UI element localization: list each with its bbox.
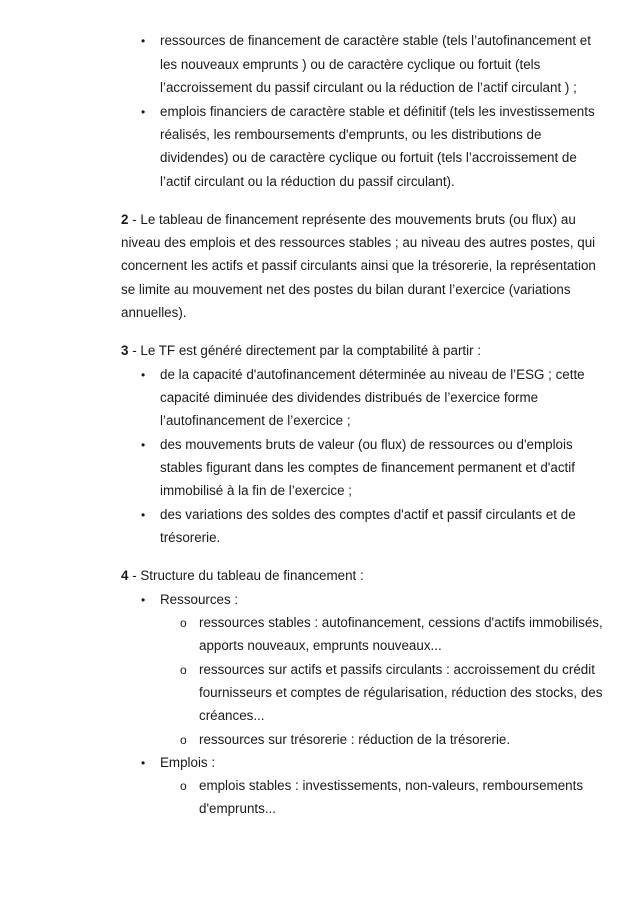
ressources-item-2-line-2: fournisseurs et comptes de régularisation, réduction des stocks, des [199,685,603,700]
s3-item-3-line-2: trésorerie. [160,530,221,545]
section-2-line-4: se limite au mouvement net des postes du bilan durant l’exercice (variations [121,282,571,297]
section-3-intro: 3 - Le TF est généré directement par la comptabilité à partir : [121,343,482,358]
emplois-label: Emplois : [160,755,216,770]
s3-item-2-line-3: immobilisé à la fin de l’exercice ; [160,483,353,498]
section-4-intro: 4 - Structure du tableau de financement : [121,568,364,583]
ressources-item-2-line-1: ressources sur actifs et passifs circulants : accroissement du crédit [199,662,595,677]
bullet-icon: • [141,756,146,770]
top-item-2-line-3: dividendes) ou de caractère cyclique ou fortuit (tels l’accroissement de [160,150,577,165]
ressources-item-3-line-1: ressources sur trésorerie : réduction de la trésorerie. [199,732,511,747]
emplois-item-1-line-1: emplois stables : investissements, non-valeurs, remboursements [199,778,584,793]
top-item-1-line-3: l’accroissement du passif circulant ou la réduction de l’actif circulant ) ; [160,80,577,95]
bullet-icon: • [141,438,146,452]
ressources-item-1-line-1: ressources stables : autofinancement, cessions d'actifs immobilisés, [199,615,603,630]
ressources-item-2-line-3: créances... [199,708,265,723]
section-2-line-5: annuelles). [121,305,187,320]
s3-item-2-line-2: stables figurant dans les comptes de financement permanent et d'actif [160,460,575,475]
sub-bullet-icon: o [180,779,187,793]
top-item-1-line-1: ressources de financement de caractère stable (tels l’autofinancement et [160,33,591,48]
sub-bullet-icon: o [180,616,187,630]
section-2-number: 2 [121,212,129,227]
top-item-1-line-2: les nouveaux emprunts ) ou de caractère cyclique ou fortuit (tels [160,57,541,72]
s3-item-2-line-1: des mouvements bruts de valeur (ou flux) de ressources ou d'emplois [160,437,573,452]
section-2-line-2: niveau des emplois et des ressources stables ; au niveau des autres postes, qui [121,235,596,250]
ressources-label: Ressources : [160,592,239,607]
bullet-icon: • [141,34,146,48]
top-item-2-line-2: réalisés, les remboursements d'emprunts, ou les distributions de [160,127,542,142]
section-3-number: 3 [121,343,129,358]
s3-item-1-line-1: de la capacité d'autofinancement déterminée au niveau de l’ESG ; cette [160,367,585,382]
top-item-2-line-4: l’actif circulant ou la réduction du passif circulant). [160,174,455,189]
sub-bullet-icon: o [180,733,187,747]
section-4-number: 4 [121,568,129,583]
ressources-item-1-line-2: apports nouveaux, emprunts nouveaux... [199,638,442,653]
bullet-icon: • [141,593,146,607]
bullet-icon: • [141,508,146,522]
s3-item-1-line-2: capacité diminuée des dividendes distribués de l’exercice forme [160,390,539,405]
sub-bullet-icon: o [180,663,187,677]
bullet-icon: • [141,368,146,382]
top-item-2-line-1: emplois financiers de caractère stable et définitif (tels les investissements [160,104,595,119]
emplois-item-1-line-2: d'emprunts... [199,801,276,816]
s3-item-3-line-1: des variations des soldes des comptes d'actif et passif circulants et de [160,507,576,522]
bullet-icon: • [141,105,146,119]
section-2-line-1: 2 - Le tableau de financement représente des mouvements bruts (ou flux) au [121,212,576,227]
s3-item-1-line-3: l’autofinancement de l’exercice ; [160,413,351,428]
section-2-line-3: concernent les actifs et passif circulants ainsi que la trésorerie, la représentation [121,258,596,273]
